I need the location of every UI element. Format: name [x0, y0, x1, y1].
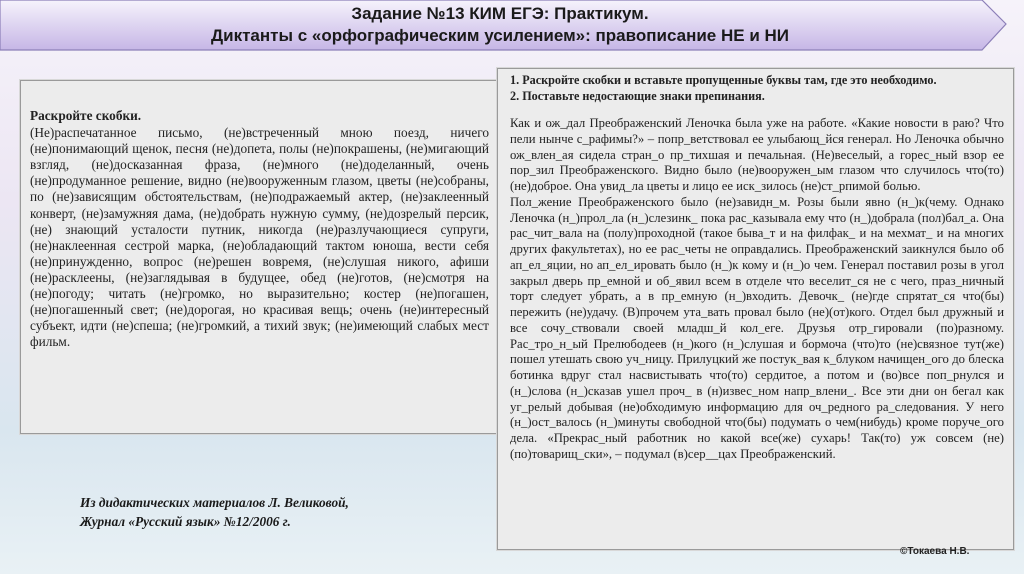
instruction-2: 2. Поставьте недостающие знаки препинания.: [510, 88, 765, 103]
copyright-note: ©Токаева Н.В.: [900, 546, 970, 557]
left-exercise-content: [30, 108, 489, 350]
left-exercise-panel: [20, 80, 500, 434]
right-exercise-panel: [497, 68, 1014, 550]
left-task-heading: Раскройте скобки.: [30, 108, 142, 123]
right-exercise-content: [510, 73, 1004, 463]
page-title: [0, 3, 1000, 47]
source-line-1: Из дидактических материалов Л. Великовой,: [80, 495, 349, 510]
dictation-paragraph-2: Пол_жение Преображенского было (не)завидн_м. Розы были явно (н_)к(чему. Однако Леночка (н_)прол_ла (н_)слезинк_ пока рас_казывала ему что (н_)добрала (пол)бал_а. Она рас_чит_вала на (полу)проходной (такое быва_т и на филфак_ и на мехмат_ и на многих других факультетах), но ее рас_четы не оправдались. Преображенский заикнулся было об ап_ел_яции, но ап_ел_ировать было (н_)к кому и (н_)о чем. Генерал поставил розы в угол закрыл дверь пр_емной и об_явил всем в отделе что веселит_ся не с чего, праз_ничный торт следует убрать, а в пр_емную (н_)входить. Девочк_ (не)где спрятат_ся что(бы) пережить (не)удачу. (В)прочем ута_вать провал было (не)(от)кого. Отдел был дружный и все сочу_ствовали своей младш_й кол_еге. Друзья отр_гировали (по)разному. Рас_тро_н_ый Прелюбодеев (н_)кого (н_)слушая и бормоча (что)то (не)связное тут(же) пошел утешать свою уч_ницу. Прилуцкий же постук_вая к_блуком начищен_ого до блеска ботинка вдруг стал насвистывать что(то) сердитое, а потом и (во)все поп_рнулся и (н_)слова (н_)сказав ушел проч_ в (н)извес_ном напр_влени_. Все эти дни он бегал как уг_релый добывая (не)обходимую информацию для оч_редного ра_следования. У него (н_)ост_валось (н_)минуты свободной что(бы) подумать о чем(нибудь) кроме поруче_ого дела. «Прекрас_ный работник но какой все(же) сухарь! Так(то) уж совсем (не)(по)товарищ_ски», – подумал (в)сер__цах Преображенский.: [510, 194, 1004, 461]
source-line-2: Журнал «Русский язык» №12/2006 г.: [80, 514, 291, 529]
left-task-text: (Не)распечатанное письмо, (не)встреченный мною поезд, ничего (не)понимающий щенок, песня (не)допета, полы (не)покрашены, (не)мигающий взгляд, (не)досказанная фраза, (не)много (не)доделанный, очень (не)продуманное решение, видно (не)вооруженным глазом, цветы (не)собраны, по (не)зависящим обстоятельствам, (не)подражаемый актер, (не)заклеенный конверт, (не)замужняя дама, (не)добрать нужную сумму, (не)дозрелый персик, (не) знающий усталости путник, никогда (не)разлучающиеся супруги, (не)наклеенная сестрой марка, (не)обладающий тактом юноша, вести себя (не)принужденно, вопрос (не)решен вовремя, (не)слушая никого, афиши (не)расклеены, (не)заглядывая в будущее, обед (не)готов, (не)смотря на (не)погоду; читать (не)громко, но выразительно; костер (не)погашен, (не)погашенный свет; (не)дорогая, но красивая вещь; очень (не)интересный субъект, идти (не)спеша; (не)громкий, а тихий звук; (не)имеющий слабых мест фильм.: [30, 125, 489, 350]
dictation-paragraph-1: Как и ож_дал Преображенский Леночка была уже на работе. «Какие новости в раю? Что пели нынче с_рафимы?» – попр_ветствовал ее улыбающ_йся генерал. Но Леночка обычно ож_влен_ая сидела стран_о пр_тихшая и печальная. (Не)веселый, а горес_ный взор ее пор_зил Преображенского. Видно было (не)вооружен_ым глазом что случилось что(то) (не)доброе. Она увид_ла цветы и лицо ее иск_зилось (не)ст_рпимой болью.: [510, 116, 1004, 193]
title-banner: [0, 0, 1024, 52]
spacer: [510, 104, 1004, 116]
source-citation: [80, 493, 410, 531]
title-line-1: Задание №13 КИМ ЕГЭ: Практикум.: [351, 4, 649, 23]
instruction-1: 1. Раскройте скобки и вставьте пропущенные буквы там, где это необходимо.: [510, 73, 937, 87]
title-line-2: Диктанты с «орфографическим усилением»: правописание НЕ и НИ: [211, 26, 789, 45]
